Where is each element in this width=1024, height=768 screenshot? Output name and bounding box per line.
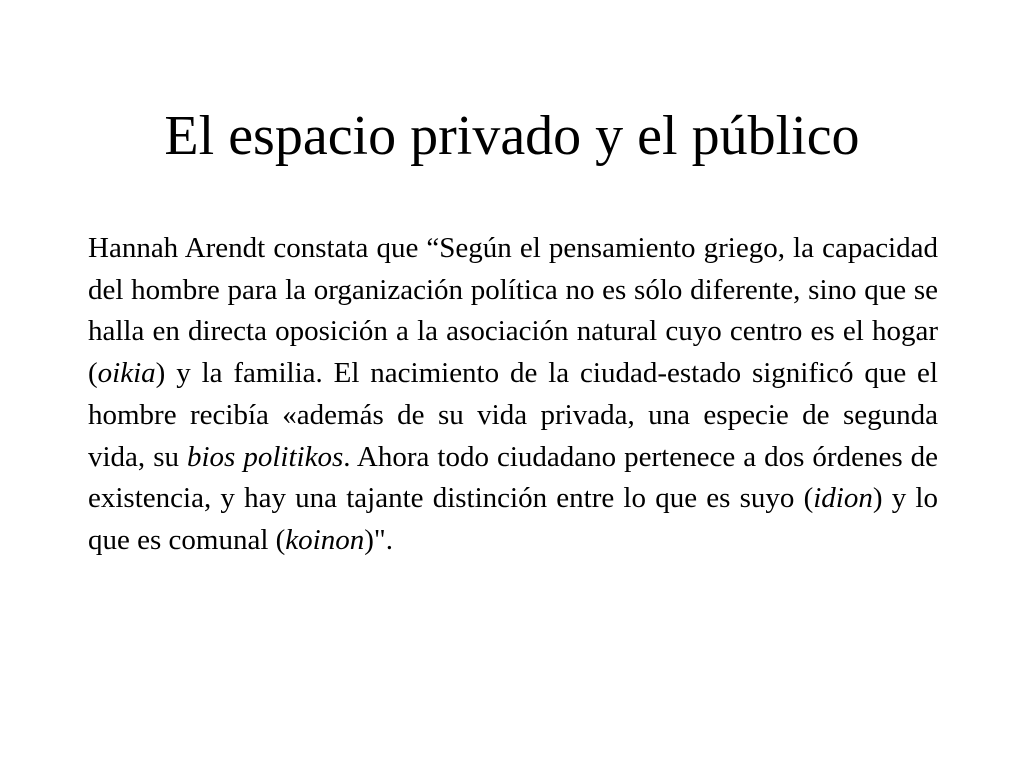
body-text-3: . Ahora todo ciudadano pertenece a dos órdenes de existencia, y hay una tajante distinción entre lo que es suyo (: [88, 440, 939, 515]
slide-title: El espacio privado y el público: [164, 105, 860, 167]
term-koinon: koinon: [285, 523, 365, 556]
body-paragraph: [88, 228, 938, 562]
term-idion: idion: [813, 482, 873, 515]
term-bios-politikos: bios politikos: [187, 440, 344, 473]
body-text-1: Hannah Arendt constata que “Según el pensamiento griego, la capacidad del hombre para la organización política no es sólo diferente, sino que se halla en directa oposición a la asociación natural cuyo centro es el hogar (: [88, 232, 938, 390]
body-text-4: ) y lo que es comunal (: [88, 482, 938, 556]
body-text-2: ) y la familia. El nacimiento de la ciudad-estado significó que el hombre recibía «además de su vida privada, una especie de segunda vida, su: [88, 357, 938, 473]
body-text-5: )".: [364, 523, 393, 556]
term-oikia: oikia: [97, 357, 156, 390]
